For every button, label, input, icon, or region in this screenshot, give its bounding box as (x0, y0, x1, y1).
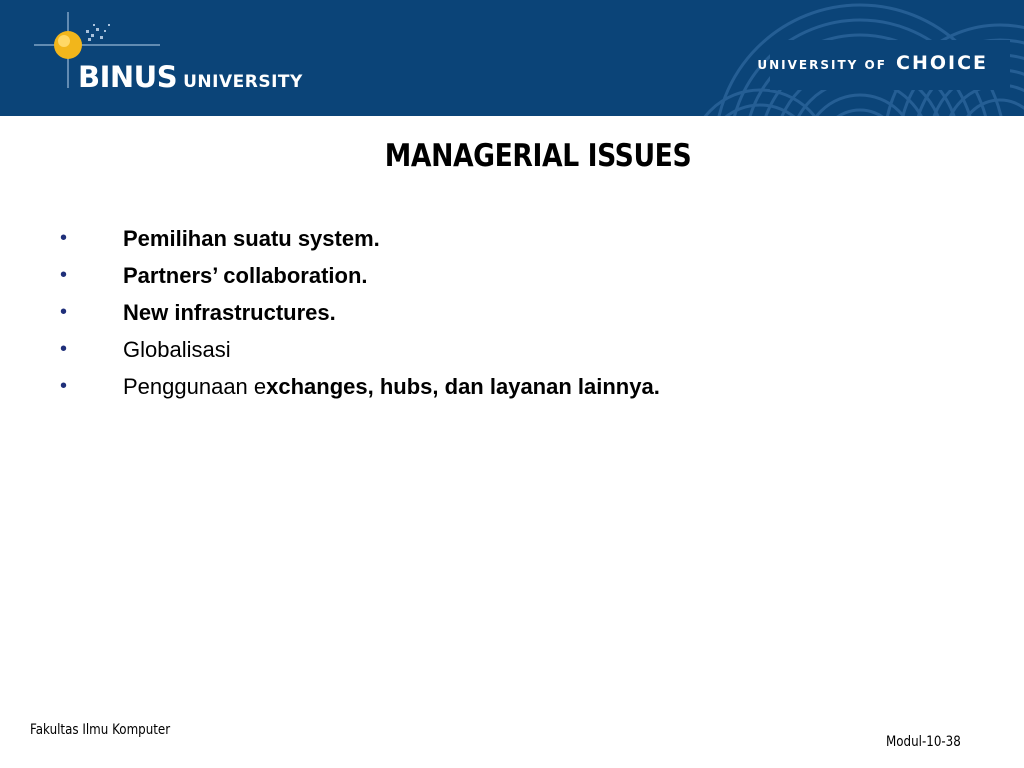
footer-page-number: Modul-10-38 (886, 734, 961, 750)
bullet-marker: • (60, 338, 68, 360)
header-banner (0, 0, 1024, 116)
bullet-text (123, 374, 660, 400)
bullet-text: Partners’ collaboration. (123, 263, 368, 288)
bullet-marker: • (60, 301, 68, 323)
logo-name: BINUS (78, 60, 178, 94)
bullet-text: Pemilihan suatu system. (123, 226, 380, 251)
binus-logo (30, 10, 310, 100)
bullet-text-regular: Penggunaan e (123, 374, 267, 399)
logo-wordmark (78, 60, 303, 94)
logo-suffix: UNIVERSITY (183, 72, 303, 92)
bullet-text: New infrastructures. (123, 300, 336, 325)
bullet-marker: • (60, 264, 68, 286)
bullet-text: Globalisasi (123, 337, 231, 362)
slide-title: MANAGERIAL ISSUES (384, 138, 692, 174)
bullet-marker: • (60, 227, 68, 249)
footer-faculty: Fakultas Ilmu Komputer (30, 722, 171, 738)
tagline-prefix: UNIVERSITY OF (757, 58, 887, 72)
tagline-emphasis: CHOICE (896, 52, 988, 74)
bullet-marker: • (60, 375, 68, 397)
tagline (757, 52, 988, 74)
bullet-text-bold: xchanges, hubs, dan layanan lainnya. (266, 374, 660, 399)
